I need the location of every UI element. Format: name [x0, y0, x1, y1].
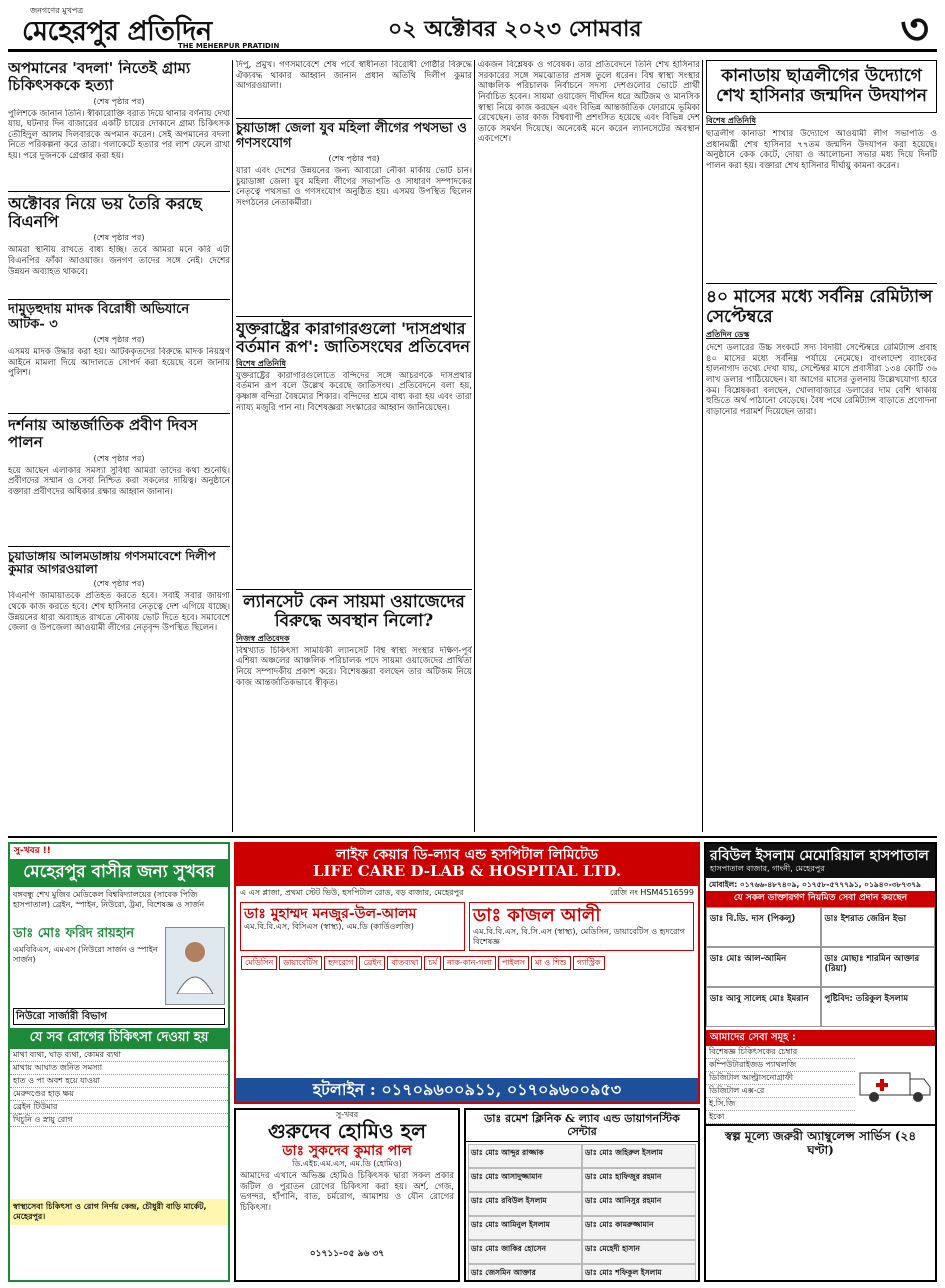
doctor-entry: ডাঃ মোঃ আল-আমিন — [706, 947, 821, 987]
headline-canada-birthday: কানাডায় ছাত্রলীগের উদ্যোগে শেখ হাসিনার জন্মদিন উদযাপন — [706, 60, 937, 113]
article-body: এসময় মাদক উদ্ধার করা হয়। আটককৃতদের বিরুদ্ধে মাদক নিয়ন্ত্রণ আইনে মামলা দিয়ে আদালতে সোপর্দ করা হয়েছে বলে জানায় পুলিশ। — [8, 347, 230, 379]
ad-services — [706, 1046, 855, 1124]
ad-address: হাসপাতাল বাজার, গাংনী, মেহেরপুর — [710, 864, 825, 874]
service-chip: ব্রেইন — [359, 956, 385, 970]
masthead-tagline: জনগণের মুখপত্র — [30, 6, 84, 15]
doctor-entry: ডাঃ মোঃ জহিরুল ইসলাম — [582, 1144, 696, 1168]
headline-drug-raid: দামুড়হুদায় মাদক বিরোধী অভিযানে আটক- ৩ — [8, 299, 230, 333]
doctor-entry: ডাঃ মোঃ শফিকুল ইসলাম — [582, 1264, 696, 1282]
ad-doctor-degree: এমবিবিএস, এমএস (নিউরো সার্জন ও স্পাইন সার্জন) — [13, 944, 158, 964]
ad-subtitle: বঙ্গবন্ধু শেখ মুজিব মেডিকেল বিশ্ববিদ্যালয়ের (সাবেক পিজি হাসপাতাল) ব্রেইন, স্পাইন, নিউরো, ট্রমা, বিশেষজ্ঞ ও সার্জন — [13, 889, 205, 909]
article-body: দেশে ডলারের উচ্চ সংকটে সদ্য বিদায়ী সেপ্টেম্বরে রেমিট্যান্স প্রবাহ ৪০ মাসের মধ্যে সর্বনিম্ন পর্যায়ে নেমেছে। বাংলাদেশ ব্যাংকের হালনাগাদ তথ্যে দেখা যায়, সেপ্টেম্বর মাসে প্রবাসীরা ১৩৪ কোটি ৩৬ লাখ ডলার পাঠিয়েছেন। যা আগের মাসের তুলনায় উল্লেখযোগ্য হারে কম। বিশ্লেষকরা বলছেন, খোলাবাজারে ডলারের দাম বেশি থাকায় হুন্ডিতে অর্থ পাঠানো বেড়েছে। বৈধ পথে রেমিট্যান্স বাড়াতে প্রণোদনা বাড়ানোর পরামর্শ দিয়েছেন তারা। — [706, 343, 937, 417]
service-chip: মেডিসিন — [241, 956, 277, 970]
doctor-entry: ডাঃ ইশরাত জেরিন ইভা — [821, 907, 936, 947]
service-chip: গ্যাস্ট্রিক — [573, 956, 605, 970]
service-item: ইকো — [706, 1111, 855, 1124]
ad-doctor-name: ডাঃ কাজল আলী — [473, 905, 601, 926]
ad-title-en: LIFE CARE D-LAB & HOSPITAL LTD. — [312, 862, 622, 881]
service-chip: চর্ম — [424, 956, 441, 970]
article-body: দিপু, প্রমুখ। গণসমাবেশে শেষ পর্বে স্বাধীনতা বিরোধী গোষ্ঠীর বিরুদ্ধে ঐক্যবদ্ধ থাকার আহ্বান জানান প্রধান অতিথি দিলীপ কুমার আগরওয়ালা। — [236, 60, 472, 92]
ambulance-icon — [855, 1046, 935, 1124]
continuation-ref: (শেষ পৃষ্ঠার পর) — [93, 233, 145, 243]
doctor-entry: ডাঃ মোঃ আমিনুল ইসলাম — [468, 1216, 582, 1240]
condition-item: মাথা ব্যথা, ঘাড় ব্যথা, কোমর ব্যথা — [10, 1049, 228, 1062]
headline-bnp-october: অক্টোবর নিয়ে ভয় তৈরি করছে বিএনপি — [8, 191, 230, 232]
service-chip: মা ও শিশু — [531, 956, 571, 970]
service-item: ডিজিটাল আল্ট্রাসনোগ্রাফী — [706, 1072, 855, 1085]
condition-item: খিঁচুনি ও স্নায়ু রোগ — [10, 1114, 228, 1127]
service-chip: ডায়াবেটিস — [279, 956, 322, 970]
byline: বিশেষ প্রতিনিধি — [706, 116, 756, 126]
ad-doctor-name: ডাঃ সুকদেব কুমার পাল — [282, 1143, 412, 1159]
article-body: বিএনপি জামায়াতকে প্রতিহত করতে হবে। সবাই সবার জায়গা থেকে কাজ করতে হবে। শেখ হাসিনার নেতৃত্বে দেশ এগিয়ে যাচ্ছে। উন্নয়নের ধারা অব্যাহত রাখতে নৌকায় ভোট দিতে হবে। সমাবেশে জেলা ও উপজেলা আওয়ামী লীগের নেতৃবৃন্দ উপস্থিত ছিলেন। — [8, 591, 230, 634]
headline-remittance: ৪০ মাসের মধ্যে সর্বনিম্ন রেমিট্যান্স সেপ্টেম্বরে — [706, 283, 937, 327]
continuation-ref: (শেষ পৃষ্ঠার পর) — [93, 579, 145, 589]
masthead — [8, 6, 937, 52]
headline-lancet: ল্যানসেট কেন সায়মা ওয়াজেদের বিরুদ্ধে অবস্থান নিলো? — [236, 589, 472, 632]
continuation-ref: (শেষ পৃষ্ঠার পর) — [328, 153, 380, 163]
ad-flag: সু-খবর !! — [14, 846, 51, 856]
byline: প্রতিদিন ডেস্ক — [706, 330, 750, 340]
doctor-entry: ডাঃ মোছাঃ শারমিন আক্তার (রিয়া) — [821, 947, 936, 987]
column-1 — [8, 60, 230, 832]
ad-address: এ এস প্লাজা, প্রথমা স্টেট ভিউ, হসপিটাল রোড, বড় বাজার, মেহেরপুর — [240, 888, 464, 897]
ad-doctor-name: ডাঃ মোঃ ফরিদ রায়হান — [13, 925, 135, 941]
ad-doctor-degree: ডি.এইচ.এম.এস, এম.ডি (হোমিও) — [292, 1159, 402, 1169]
ad-doctor-list — [466, 1142, 698, 1282]
doctor-entry: ডাঃ মোঃ রবিউল ইসলাম — [468, 1192, 582, 1216]
service-chip: নাক-কান-গলা — [443, 956, 496, 970]
condition-item: হাত ও পা অবশ হয়ে যাওয়া — [10, 1075, 228, 1088]
ad-robiul-hospital — [704, 842, 937, 1282]
ad-neuro-surgeon — [8, 842, 230, 1282]
headline-elderly-day: দর্শনায় আন্তর্জাতিক প্রবীণ দিবস পালন — [8, 413, 230, 452]
ad-conditions-list — [10, 1049, 228, 1199]
ad-title: লাইফ কেয়ার ডি-ল্যাব এন্ড হসপিটাল লিমিটেড — [335, 847, 599, 863]
ad-services — [236, 953, 698, 1043]
doctor-entry: পুষ্টিবিদ: তরিকুল ইসলাম — [821, 987, 936, 1027]
ad-title: ডাঃ রমেশ ক্লিনিক & ল্যাব এন্ড ডায়াগনস্টিক সেন্টার — [466, 1110, 698, 1142]
ad-life-care — [234, 842, 700, 1104]
headline-mohila-league: চুয়াডাঙ্গা জেলা যুব মহিলা লীগের পথসভা ও গণসংযোগ — [236, 118, 472, 152]
ad-ambulance: স্বল্প মূল্যে জরুরী অ্যাম্বুলেন্স সার্ভিস (২৪ ঘণ্টা) — [706, 1124, 935, 1162]
column-2 — [236, 60, 472, 832]
doctor-entry: ডাঃ মেহেদী হাসান — [582, 1240, 696, 1264]
column-3 — [478, 60, 700, 832]
byline: বিশেষ প্রতিনিধি — [236, 358, 286, 368]
doctor-entry: ডাঃ মোঃ জাকির হোসেন — [468, 1240, 582, 1264]
doctor-entry: ডাঃ মোঃ আব্দুর রাজ্জাক — [468, 1144, 582, 1168]
article-body: হয়ে আছেন এলাকার সমস্যা সুবিধা আমরা তাদের কথা শুনেছি। প্রবীণদের সম্মান ও সেবা নিশ্চিত করা সকলের দায়িত্ব। অনুষ্ঠানে বক্তারা প্রবীণদের অধিকার রক্ষার আহ্বান জানান। — [8, 465, 230, 497]
ad-title: রবিউল ইসলাম মেমোরিয়াল হাসপাতাল — [710, 848, 929, 864]
ad-footer: স্বাস্থ্যসেবা চিকিৎসা ও রোগ নির্ণয় কেন্দ্র, চৌধুরী বাড়ি মার্কেট, মেহেরপুর। — [10, 1199, 228, 1225]
article-body: যুক্তরাষ্ট্রের কারাগারগুলোতে বন্দিদের সঙ্গে আচরণকে দাসপ্রথার বর্তমান রূপ বলে উল্লেখ করেছে জাতিসংঘ। প্রতিবেদনে বলা হয়, কৃষ্ণাঙ্গ বন্দিরা বৈষম্যের শিকার। বন্দিদের শ্রমে বাধ্য করা হয় এবং তারা ন্যায্য মজুরি পান না। বিশেষজ্ঞরা সংস্কারের আহ্বান জানিয়েছেন। — [236, 370, 472, 413]
ad-banner: যে সব রোগের চিকিৎসা দেওয়া হয় — [10, 1028, 228, 1049]
ad-services-heading: আমাদের সেবা সমূহ : — [706, 1030, 935, 1047]
masthead-name-en: THE MEHERPUR PRATIDIN — [178, 42, 280, 50]
ad-title: মেহেরপুর বাসীর জন্য সুখবর — [10, 859, 228, 887]
headline-alamdanga-rally: চুয়াডাঙ্গায় আলমডাঙ্গায় গণসমাবেশে দিলীপ কুমার আগরওয়ালা — [8, 546, 230, 578]
condition-item: মাথায় আঘাত জনিত সমস্যা — [10, 1062, 228, 1075]
continuation-ref: (শেষ পৃষ্ঠার পর) — [93, 335, 145, 345]
headline-us-prisons: যুক্তরাষ্ট্রের কারাগারগুলো 'দাসপ্রথার বর্তমান রূপ': জাতিসংঘের প্রতিবেদন — [236, 316, 472, 357]
continuation-ref: (শেষ পৃষ্ঠার পর) — [93, 96, 145, 106]
doctor-photo — [165, 927, 225, 1005]
ad-phone: মোবাইল: ০১৭৬৬-৪৮৭৪০৯, ০১৭৫৮-৫৭৭৭৯১, ০১৯৪০-৩৮৭৩৭৯ — [709, 880, 921, 890]
article-body: যারা এবং দেশের উন্নয়নের জন্য আবারো নৌকা মার্কায় ভোট চান। চুয়াডাঙ্গা জেলা যুব মহিলা লীগের সভাপতি ও সাধারণ সম্পাদকের নেতৃত্বে পথসভা ও গণসংযোগ অনুষ্ঠিত হয়। এসময় উপস্থিত ছিলেন সংগঠনের নেতাকর্মীরা। — [236, 165, 472, 208]
service-chip: হৃদরোগ — [324, 956, 357, 970]
ad-doctor-degree: এম.বি.বি.এস, বি.সি.এস (স্বাস্থ্য), মেডিসিন, ডায়াবেটিস ও হৃদরোগ বিশেষজ্ঞ — [473, 926, 686, 946]
doctor-entry: ডাঃ বি.ডি. দাস (পিকলু) — [706, 907, 821, 947]
ad-phone: ০১৭১১-০৫ ৯৬ ৩৭ — [309, 1249, 385, 1260]
page-number: ৩ — [900, 6, 929, 52]
ad-doctor-list — [706, 907, 935, 1027]
masthead-name: মেহেরপুর প্রতিদিন — [22, 16, 212, 47]
ad-doctor-name: ডাঃ মুহাম্মদ মনজুর-উল-আলম — [244, 906, 417, 922]
condition-item: মেরুদণ্ডের হাড় ক্ষয় — [10, 1088, 228, 1101]
column-right — [706, 60, 937, 832]
service-chip: বাতব্যথা — [387, 956, 422, 970]
article-body: একজন বিশ্লেষক ও গবেষক। তার প্রতিবেদনে তিনি শেখ হাসিনার সরকারের সঙ্গে সমঝোতার প্রসঙ্গ তুলে ধরেন। বিশ্ব স্বাস্থ্য সংস্থার আঞ্চলিক পরিচালক নির্বাচনে সদস্য দেশগুলোর ভোটে প্রার্থী নির্বাচিত হবেন। সায়মা ওয়াজেদ দীর্ঘদিন ধরে অটিজম ও মানসিক স্বাস্থ্য নিয়ে কাজ করছেন এবং বিভিন্ন আন্তর্জাতিক ফোরামে ভূমিকা রেখেছেন। তার কাজ বিশ্বব্যাপী প্রশংসিত হয়েছে এবং বিভিন্ন দেশ তাকে সমর্থন দিয়েছে। অনেকেই মনে করেন ল্যানসেটের অবস্থান একপেশে। — [478, 60, 700, 145]
ad-banner: যে সকল ডাক্তারগণ নিয়মিত সেবা প্রদান করছেন — [706, 891, 935, 906]
article-body: ছাত্রলীগ কানাডা শাখার উদ্যোগে আওয়ামী লীগ সভাপতি ও প্রধানমন্ত্রী শেখ হাসিনার ৭৭তম জন্মদিন উদযাপন করা হয়েছে। অনুষ্ঠানে কেক কেটে, দোয়া ও আলোচনা সভার মধ্য দিয়ে দিনটি পালন করা হয়। বক্তারা শেখ হাসিনার দীর্ঘায়ু কামনা করেন। — [706, 129, 937, 171]
service-chip: পাইলস — [498, 956, 529, 970]
article-body: বিশ্বখ্যাত চিকিৎসা সাময়িকী ল্যানসেট বিশ্ব স্বাস্থ্য সংস্থার দক্ষিণ-পূর্ব এশিয়া অঞ্চলের আঞ্চলিক পরিচালক পদে সায়মা ওয়াজেদের প্রার্থিতা নিয়ে সম্পাদকীয় প্রকাশ করে। বিশেষজ্ঞরা বলছেন তার অটিজম নিয়ে কাজ আন্তর্জাতিকভাবে স্বীকৃত। — [236, 645, 472, 688]
ad-title: গুরুদেব হোমিও হল — [267, 1119, 427, 1143]
ad-text: আমাদের এখানে অভিজ্ঞ হোমিও চিকিৎসক দ্বারা সকল প্রকার জটিল ও পুরাতন রোগের চিকিৎসা করা হয়। অর্শ, গেজ, ভগন্দর, হাঁপানি, বাত, চর্মরোগ, আমাশয় ও যৌন রোগের চিকিৎসা। — [240, 1171, 454, 1213]
ad-flag: সু-খবর — [335, 1110, 359, 1119]
ad-hotline: হটলাইন : ০১৭০৯৬০০৯১১, ০১৭০৯৬০০৯৫৩ — [236, 1078, 698, 1102]
doctor-entry: ডাঃ আবু সালেহ মোঃ ইমরান — [706, 987, 821, 1027]
service-item: ডিজিটাল এক্স-রে — [706, 1085, 855, 1098]
ad-license: রেজি নং HSM4516599 — [609, 888, 694, 897]
article-body: পুলিশকে জানান তিনি। স্বীকারোক্তি বরাত দিয়ে থানার বর্ণনায় দেখা যায়, ঘটনার দিন বাজারের একটি চায়ের দোকানে গ্রাম্য চিকিৎসক তৌহিদুল আলম দিলবারকে অপমান করেন। সেই অপমানের বদলা নিতে পরিকল্পনা করে তারা। গলাকেটে হত্যার পর লাশ ফেলে রাখা হয়। পরে দুজনকে গ্রেপ্তার করা হয়। — [8, 108, 230, 161]
ad-ramesh-clinic — [464, 1108, 700, 1282]
byline: নিজস্ব প্রতিবেদক — [236, 633, 290, 643]
doctor-entry: ডাঃ মোঃ আনিসুর রহমান — [582, 1192, 696, 1216]
ad-doctor-degree: এম.বি.বি.এস, বিসিএস (স্বাস্থ্য), এম.ডি (কার্ডিওলজি) — [244, 922, 414, 932]
service-item: কম্পিউটারাইজড প্যাথলজি — [706, 1059, 855, 1072]
doctor-entry: ডাঃ মোঃ আসাদুজ্জামান — [468, 1168, 582, 1192]
article-body: আমরা স্থানীয় রাখতে বাধ্য হচ্ছি। তবে আমরা মনে করি এটা বিএনপির ফাঁকা আওয়াজ। জনগণ তাদের সঙ্গে নেই। দেশের উন্নয়ন অব্যাহত থাকবে। — [8, 245, 230, 277]
continuation-ref: (শেষ পৃষ্ঠার পর) — [93, 453, 145, 463]
doctor-entry: ডাঃ জেসমিন আক্তার — [468, 1264, 582, 1282]
doctor-entry: ডাঃ মোঃ কামরুজ্জামান — [582, 1216, 696, 1240]
doctor-entry: ডাঃ মোঃ হাফিজুর রহমান — [582, 1168, 696, 1192]
service-item: ই.সি.জি — [706, 1098, 855, 1111]
service-item: বিশেষজ্ঞ চিকিৎসকের চেম্বার — [706, 1046, 855, 1059]
condition-item: ব্রেইন টিউমার — [10, 1101, 228, 1114]
ad-department: নিউরো সার্জারী বিভাগ — [13, 1008, 225, 1026]
headline-murder: অপমানের 'বদলা' নিতেই গ্রাম্য চিকিৎসককে হত্যা — [8, 60, 191, 95]
issue-date: ০২ অক্টোবর ২০২৩ সোমবার — [388, 17, 642, 42]
ad-homeo-hall — [234, 1108, 460, 1282]
